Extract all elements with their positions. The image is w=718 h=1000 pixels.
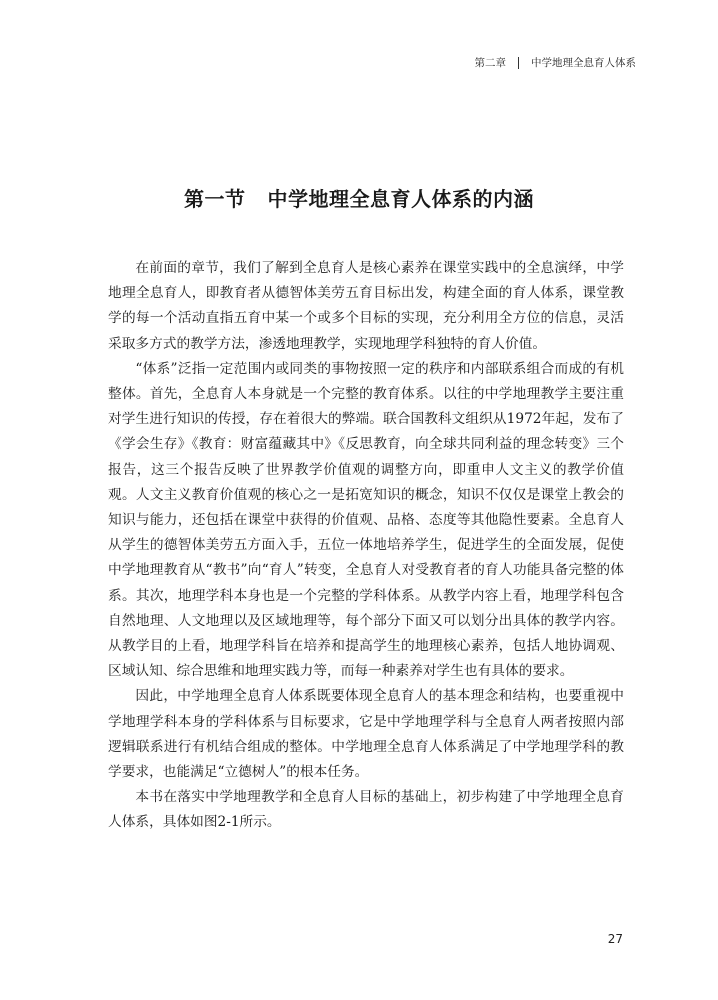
header-divider	[518, 57, 519, 69]
body-text	[108, 256, 624, 836]
paragraph-1: 在前面的章节，我们了解到全息育人是核心素养在课堂实践中的全息演绎，中学地理全息育人，即教育者从德智体美劳五育目标出发，构建全面的育人体系，课堂教学的每一个活动直指五育中某一个或多个目标的实现，充分利用全方位的信息，灵活采取多方式的教学方法，渗透地理教学，实现地理学科独特的育人价值。	[108, 260, 624, 352]
paragraph-2: “体系”泛指一定范围内或同类的事物按照一定的秩序和内部联系组合而成的有机整体。首先，全息育人本身就是一个完整的教育体系。以往的中学地理教学主要注重对学生进行知识的传授，存在着很大的弊端。联合国教科文组织从1972年起，发布了《学会生存》《教育：财富蕴藏其中》《反思教育，向全球共同利益的理念转变》三个报告，这三个报告反映了世界教学价值观的调整方向，即重申人文主义的教学价值观。人文主义教育价值观的核心之一是拓宽知识的概念，知识不仅仅是课堂上教会的知识与能力，还包括在课堂中获得的价值观、品格、态度等其他隐性要素。全息育人从学生的德智体美劳五方面入手，五位一体地培养学生，促进学生的全面发展，促使中学地理教育从“教书”向“育人”转变，全息育人对受教育者的育人功能具备完整的体系。其次，地理学科本身也是一个完整的学科体系。从教学内容上看，地理学科包含自然地理、人文地理以及区域地理等，每个部分下面又可以划分出具体的教学内容。从教学目的上看，地理学科旨在培养和提高学生的地理核心素养，包括人地协调观、区域认知、综合思维和地理实践力等，而每一种素养对学生也有具体的要求。	[108, 360, 624, 680]
paragraph-3: 因此，中学地理全息育人体系既要体现全息育人的基本理念和结构，也要重视中学地理学科本身的学科体系与目标要求，它是中学地理学科与全息育人两者按照内部逻辑联系进行有机结合组成的整体。中学地理全息育人体系满足了中学地理学科的教学要求，也能满足“立德树人”的根本任务。	[108, 688, 624, 781]
running-header	[475, 55, 637, 70]
section-title	[0, 183, 718, 212]
section-heading: 中学地理全息育人体系的内涵	[267, 187, 534, 211]
paragraph-4: 本书在落实中学地理教学和全息育人目标的基础上，初步构建了中学地理全息育人体系，具体如图2-1所示。	[108, 789, 624, 831]
chapter-title: 中学地理全息育人体系	[531, 57, 636, 69]
page-number: 27	[607, 932, 623, 946]
chapter-label: 第二章	[474, 57, 506, 69]
section-number: 第一节	[184, 187, 246, 211]
